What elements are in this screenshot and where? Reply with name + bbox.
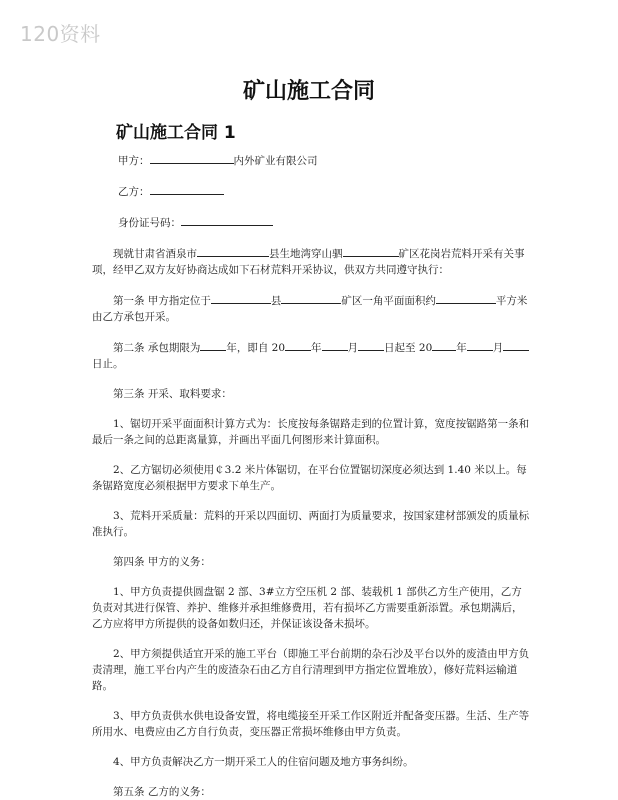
- section-title: 矿山施工合同 1: [116, 123, 236, 143]
- blank-field: [150, 183, 224, 195]
- article-2-text-6: 年: [456, 342, 467, 354]
- article-2: [92, 339, 532, 372]
- blank-field: [358, 339, 384, 351]
- article-3-item: 3、荒料开采质量：荒料的开采以四面切、两面打为质量要求，按国家建材部颁发的质量标准执行。: [92, 510, 530, 538]
- blank-field: [432, 339, 456, 351]
- blank-field: [466, 292, 496, 304]
- blank-field: [503, 339, 529, 351]
- article-4-heading: 第四条 甲方的义务：: [113, 556, 211, 568]
- article-2-text-3: 年: [311, 342, 322, 354]
- intro-text-2: 县生地湾穿山驷: [269, 248, 343, 260]
- article-1-text-1: 第一条 甲方指定位于: [113, 295, 211, 307]
- article-3-item: 1、锯切开采平面面积计算方式为：长度按每条锯路走到的位置计算，宽度按锯路第一条和最后一条之间的总距离量算，并画出平面几何图形来计算面积。: [92, 418, 530, 446]
- intro-paragraph: [92, 245, 532, 278]
- watermark-logo: 120资料: [20, 22, 101, 46]
- blank-field: [467, 339, 493, 351]
- article-2-text-7: 月: [492, 342, 504, 354]
- blank-field: [150, 152, 234, 164]
- party-b-line: [92, 183, 532, 200]
- article-2-text-4: 月: [347, 342, 359, 354]
- blank-field: [281, 292, 341, 304]
- blank-field: [200, 339, 226, 351]
- blank-field: [211, 292, 271, 304]
- intro-text-1: 现就甘肃省酒泉市: [113, 248, 197, 260]
- contract-body: [92, 152, 532, 800]
- party-b-label: 乙方：: [118, 186, 150, 198]
- blank-field: [436, 292, 466, 304]
- party-a-label: 甲方：: [118, 155, 150, 167]
- document-title: 矿山施工合同: [242, 79, 375, 104]
- article-1: [92, 292, 532, 325]
- id-number-label: 身份证号码：: [118, 217, 181, 229]
- article-5-heading: 第五条 乙方的义务：: [113, 786, 211, 798]
- id-number-line: [92, 214, 532, 231]
- article-4-item: 4、甲方负责解决乙方一期开采工人的住宿问题及地方事务纠纷。: [113, 756, 414, 768]
- blank-field: [322, 339, 348, 351]
- blank-field: [343, 245, 399, 257]
- article-1-text-2: 县: [270, 295, 282, 307]
- article-4-item: 2、甲方须提供适宜开采的施工平台（即施工平台前期的杂石沙及平台以外的废渣由甲方负责清理，施工平台内产生的废渣杂石由乙方自行清理到甲方指定位置堆放），修好荒料运输道路。: [92, 648, 530, 692]
- article-1-text-4: 平方米由乙方承包开采。: [92, 295, 528, 323]
- party-a-line: [92, 152, 532, 169]
- blank-field: [197, 245, 269, 257]
- blank-field: [181, 214, 273, 226]
- intro-text-3: 矿区花岗岩荒料开采有关事项，经甲乙双方友好协商达成如下石材荒料开采协议，供双方共同遵守执行：: [92, 248, 525, 276]
- article-2-text-2: 年，即自 20: [226, 342, 286, 354]
- party-a-value: 内外矿业有限公司: [233, 155, 318, 167]
- article-2-text-8: 日止。: [92, 358, 124, 370]
- article-4-item: 1、甲方负责提供圆盘锯 2 部、3#立方空压机 2 部、装载机 1 部供乙方生产使用，乙方负责对其进行保管、养护、维修并承担维修费用，若有损坏乙方需要重新添置。承包期满后，乙方应将甲方所提供的设备如数归还，并保证该设备未损坏。: [92, 586, 523, 630]
- article-1-text-3: 矿区一角平面面积约: [341, 295, 436, 307]
- article-2-text-5: 日起至 20: [384, 342, 433, 354]
- article-3-heading: 第三条 开采、取料要求：: [113, 388, 232, 400]
- blank-field: [285, 339, 311, 351]
- article-4-item: 3、甲方负责供水供电设备安置，将电缆接至开采工作区附近并配备变压器。生活、生产等所用水、电费应由乙方自行负责，变压器正常损坏维修由甲方负责。: [92, 710, 530, 738]
- article-2-text-1: 第二条 承包期限为: [113, 342, 201, 354]
- article-3-item: 2、乙方锯切必须使用￠3.2 米片体锯切，在平台位置锯切深度必须达到 1.40 米以上。每条锯路宽度必须根据甲方要求下单生产。: [92, 464, 527, 492]
